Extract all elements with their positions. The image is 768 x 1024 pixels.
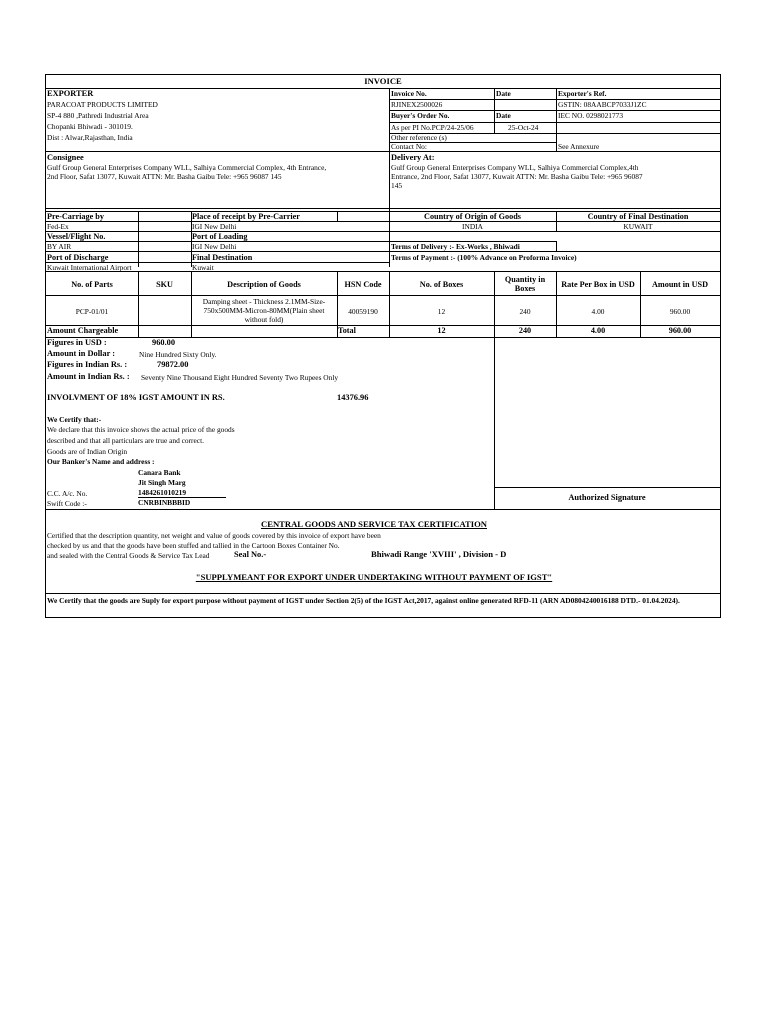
inr-value: 79872.00: [157, 360, 189, 369]
divider: [46, 88, 720, 89]
divider: [337, 211, 338, 221]
swift-code: CNRBINBBBID: [138, 498, 191, 507]
certify-heading: We Certify that:-: [47, 415, 102, 424]
amount-chargeable-label: Amount Chargeable: [47, 326, 119, 335]
port-loading-label: Port of Loading: [192, 232, 248, 241]
total-label: Total: [338, 326, 356, 335]
invoice-no-value: RJINEX2500026: [391, 100, 443, 109]
certify-line-3: Goods are of Indian Origin: [47, 447, 128, 456]
place-receipt-label: Place of receipt by Pre-Carrier: [192, 212, 300, 221]
usd-value: 960.00: [152, 338, 176, 347]
final-destination-label: Final Destination: [192, 253, 253, 262]
bank-label: Our Banker's Name and address :: [47, 457, 155, 466]
exporter-address-2: Chopanki Bhiwadi - 301019.: [47, 122, 133, 131]
certify-line-1: We declare that this invoice shows the actual price of the goods: [47, 425, 235, 434]
divider: [556, 88, 557, 151]
final-destination-value: Kuwait: [192, 263, 214, 272]
divider: [494, 337, 495, 509]
certify-line-2: described and that all particulars are true and correct.: [47, 436, 204, 445]
divider: [556, 241, 557, 251]
port-discharge-label: Port of Discharge: [47, 253, 109, 262]
total-amount: 960.00: [668, 326, 692, 335]
origin-value: INDIA: [462, 222, 483, 231]
invoice-document: [45, 74, 721, 618]
row-rate: 4.00: [591, 307, 605, 316]
port-loading-value: IGI New Delhi: [192, 242, 237, 251]
contact-value: See Annexure: [558, 142, 600, 151]
exporter-name: PARACOAT PRODUCTS LIMITED: [47, 100, 158, 109]
dollar-words-label: Amount in Dollar :: [47, 349, 116, 358]
other-reference: Other reference (s): [391, 133, 447, 142]
buyers-order-value: As per PI No.PCP/24-25/06: [391, 123, 474, 132]
cc-account-number: 1484261010219: [138, 488, 187, 497]
header-hsn-code: HSN Code: [344, 280, 382, 289]
range-division: Bhiwadi Range 'XVIII' , Division - D: [371, 549, 507, 559]
delivery-label: Delivery At:: [391, 153, 435, 162]
usd-label: Figures in USD :: [47, 338, 107, 347]
final-country-value: KUWAIT: [623, 222, 653, 231]
exporter-address-1: SP-4 880 ,Pathredi Industrial Area: [47, 111, 149, 120]
header-description: Description of Goods: [227, 280, 301, 289]
vessel-label: Vessel/Flight No.: [47, 232, 106, 241]
gstin: GSTIN: 08AABCP7033J1ZC: [558, 100, 647, 109]
place-receipt-value: IGI New Delhi: [192, 222, 237, 231]
exporters-ref-label: Exporter's Ref.: [558, 89, 607, 98]
bank-branch: Jit Singh Marg: [138, 478, 186, 487]
terms-of-delivery: Terms of Delivery :- Ex-Works , Bhiwadi: [391, 242, 520, 251]
header-quantity: Quantity in Boxes: [504, 275, 546, 293]
divider: [138, 211, 139, 267]
vessel-value: BY AIR: [47, 242, 72, 251]
inr-words-label: Amount in Indian Rs. :: [47, 372, 130, 381]
row-no-of-parts: PCP-01/01: [75, 307, 109, 316]
invoice-title: INVOICE: [364, 76, 402, 86]
footer-certification: We Certify that the goods are Suply for export purpose without payment of IGST under Section 2(5) of the IGST Act,2017, against online generated RFD-11 (ARN AD0804240016188 DTD.- 01.04.2024).: [47, 596, 680, 605]
gst-cert-line-1: Certified that the description quantity, net weight and value of goods covered by this invoice of export have been: [47, 531, 381, 540]
authorized-signature: Authorized Signature: [568, 493, 646, 502]
total-boxes: 12: [437, 326, 446, 335]
consignee-label: Consignee: [47, 153, 84, 162]
invoice-no-label: Invoice No.: [391, 89, 427, 98]
total-quantity: 240: [518, 326, 532, 335]
origin-label: Country of Origin of Goods: [424, 212, 521, 221]
supply-statement: "SUPPLYMEANT FOR EXPORT UNDER UNDERTAKING WITHOUT PAYMENT OF IGST": [195, 572, 553, 582]
delivery-address: Gulf Group General Enterprises Company WLL, Salhiya Commercial Complex,4th Entrance, 2nd Floor, Safat 13077, Kuwait ATTN: Mr. Basha Gaibu Tele: +965 96087 145: [391, 163, 643, 190]
seal-no-label: Seal No.-: [234, 550, 267, 559]
contact-label: Contact No:: [391, 142, 427, 151]
header-amount: Amount in USD: [652, 280, 708, 289]
divider: [46, 231, 720, 232]
header-sku: SKU: [156, 280, 173, 289]
buyers-date-value: 25-Oct-24: [508, 123, 539, 132]
buyers-order-label: Buyer's Order No.: [391, 111, 450, 120]
cc-account-label: C.C. A/c. No.: [47, 489, 88, 498]
exporter-label: EXPORTER: [47, 89, 94, 98]
buyers-date-label: Date: [496, 111, 511, 120]
divider: [46, 295, 720, 296]
gst-cert-line-3: and sealed with the Central Goods & Service Tax Lead: [47, 551, 210, 560]
divider: [389, 88, 390, 211]
port-discharge-value: Kuwait International Airport: [47, 263, 132, 272]
inr-words: Seventy Nine Thousand Eight Hundred Seventy Two Rupees Only: [141, 373, 339, 382]
header-no-of-boxes: No. of Boxes: [419, 280, 464, 289]
header-no-of-parts: No. of Parts: [71, 280, 113, 289]
igst-value: 14376.96: [337, 393, 369, 402]
row-hsn-code: 40059190: [348, 307, 378, 316]
pre-carriage-value: Fed-Ex: [47, 222, 69, 231]
iec-number: IEC NO. 0298021773: [558, 111, 624, 120]
date-label: Date: [496, 89, 511, 98]
row-amount: 960.00: [669, 307, 691, 316]
divider: [46, 509, 720, 510]
divider: [46, 271, 720, 272]
divider: [46, 208, 720, 209]
divider: [494, 487, 720, 488]
bank-name: Canara Bank: [138, 468, 181, 477]
row-quantity: 240: [519, 307, 531, 316]
header-rate: Rate Per Box in USD: [561, 280, 635, 289]
inr-label: Figures in Indian Rs. :: [47, 360, 128, 369]
consignee-address: Gulf Group General Enterprises Company WLL, Salhiya Commercial Complex, 4th Entrance, 2nd Floor, Safat 13077, Kuwait ATTN: Mr. Basha Gaibu Tele: +965 96087 145: [47, 163, 327, 181]
divider: [46, 151, 720, 152]
divider: [46, 593, 720, 594]
gst-cert-heading: CENTRAL GOODS AND SERVICE TAX CERTIFICATION: [261, 519, 487, 529]
final-country-label: Country of Final Destination: [587, 212, 689, 221]
swift-code-label: Swift Code :-: [47, 499, 87, 508]
igst-label: INVOLVMENT OF 18% IGST AMOUNT IN RS.: [47, 393, 225, 402]
pre-carriage-label: Pre-Carriage by: [47, 212, 104, 221]
dollar-words: Nine Hundred Sixty Only.: [139, 350, 217, 359]
row-no-of-boxes: 12: [437, 307, 446, 316]
row-description: Damping sheet - Thickness 2.1MM-Size-750x500MM-Micron-80MM(Plain sheet without fold): [202, 297, 326, 324]
gst-cert-line-2: checked by us and that the goods have been stuffed and tallied in the Cartoon Boxes Container No.: [47, 541, 340, 550]
terms-of-payment: Terms of Payment :- (100% Advance on Proforma Invoice): [391, 253, 577, 262]
divider: [46, 251, 720, 252]
divider: [46, 337, 720, 338]
total-rate: 4.00: [590, 326, 606, 335]
exporter-address-3: Dist : Alwar,Rajasthan, India: [47, 133, 133, 142]
